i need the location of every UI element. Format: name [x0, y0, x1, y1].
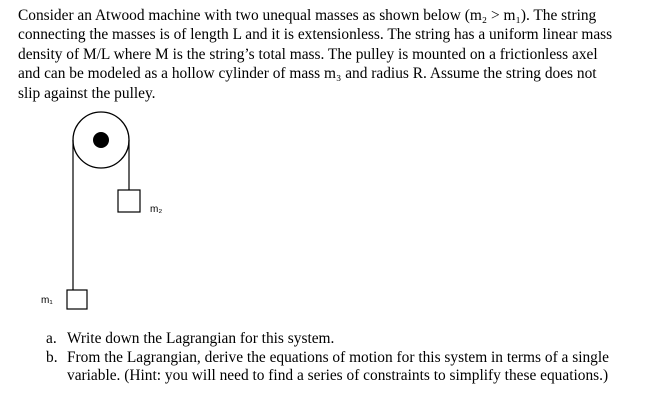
- problem-line: connecting the masses is of length L and it is extensionless. The string has a uniform linear mass: [18, 26, 613, 44]
- pulley-axle: [93, 132, 109, 148]
- mass-m1-label: m₁: [41, 295, 53, 306]
- question-list: [46, 330, 656, 386]
- question-marker: a.: [46, 330, 57, 347]
- problem-line: and can be modeled as a hollow cylinder of mass m₃ and radius R. Assume the string does not: [18, 65, 597, 83]
- mass-m2-block: [118, 190, 140, 212]
- mass-m1-block: [67, 290, 87, 309]
- mass-m2-label: m₂: [150, 204, 163, 215]
- problem-line: slip against the pulley.: [18, 84, 156, 102]
- question-item: [46, 349, 656, 386]
- question-line: variable. (Hint: you will need to find a series of constraints to simplify these equations.): [67, 367, 609, 384]
- problem-line: Consider an Atwood machine with two unequal masses as shown below (m₂ > m₁). The string: [18, 7, 597, 24]
- question-line: Write down the Lagrangian for this system.: [67, 330, 335, 347]
- problem-line: density of M/L where M is the string’s total mass. The pulley is mounted on a frictionless axel: [18, 45, 598, 63]
- question-marker: b.: [46, 348, 58, 366]
- question-line: From the Lagrangian, derive the equations of motion for this system in terms of a single: [67, 348, 609, 366]
- question-item: [46, 330, 656, 349]
